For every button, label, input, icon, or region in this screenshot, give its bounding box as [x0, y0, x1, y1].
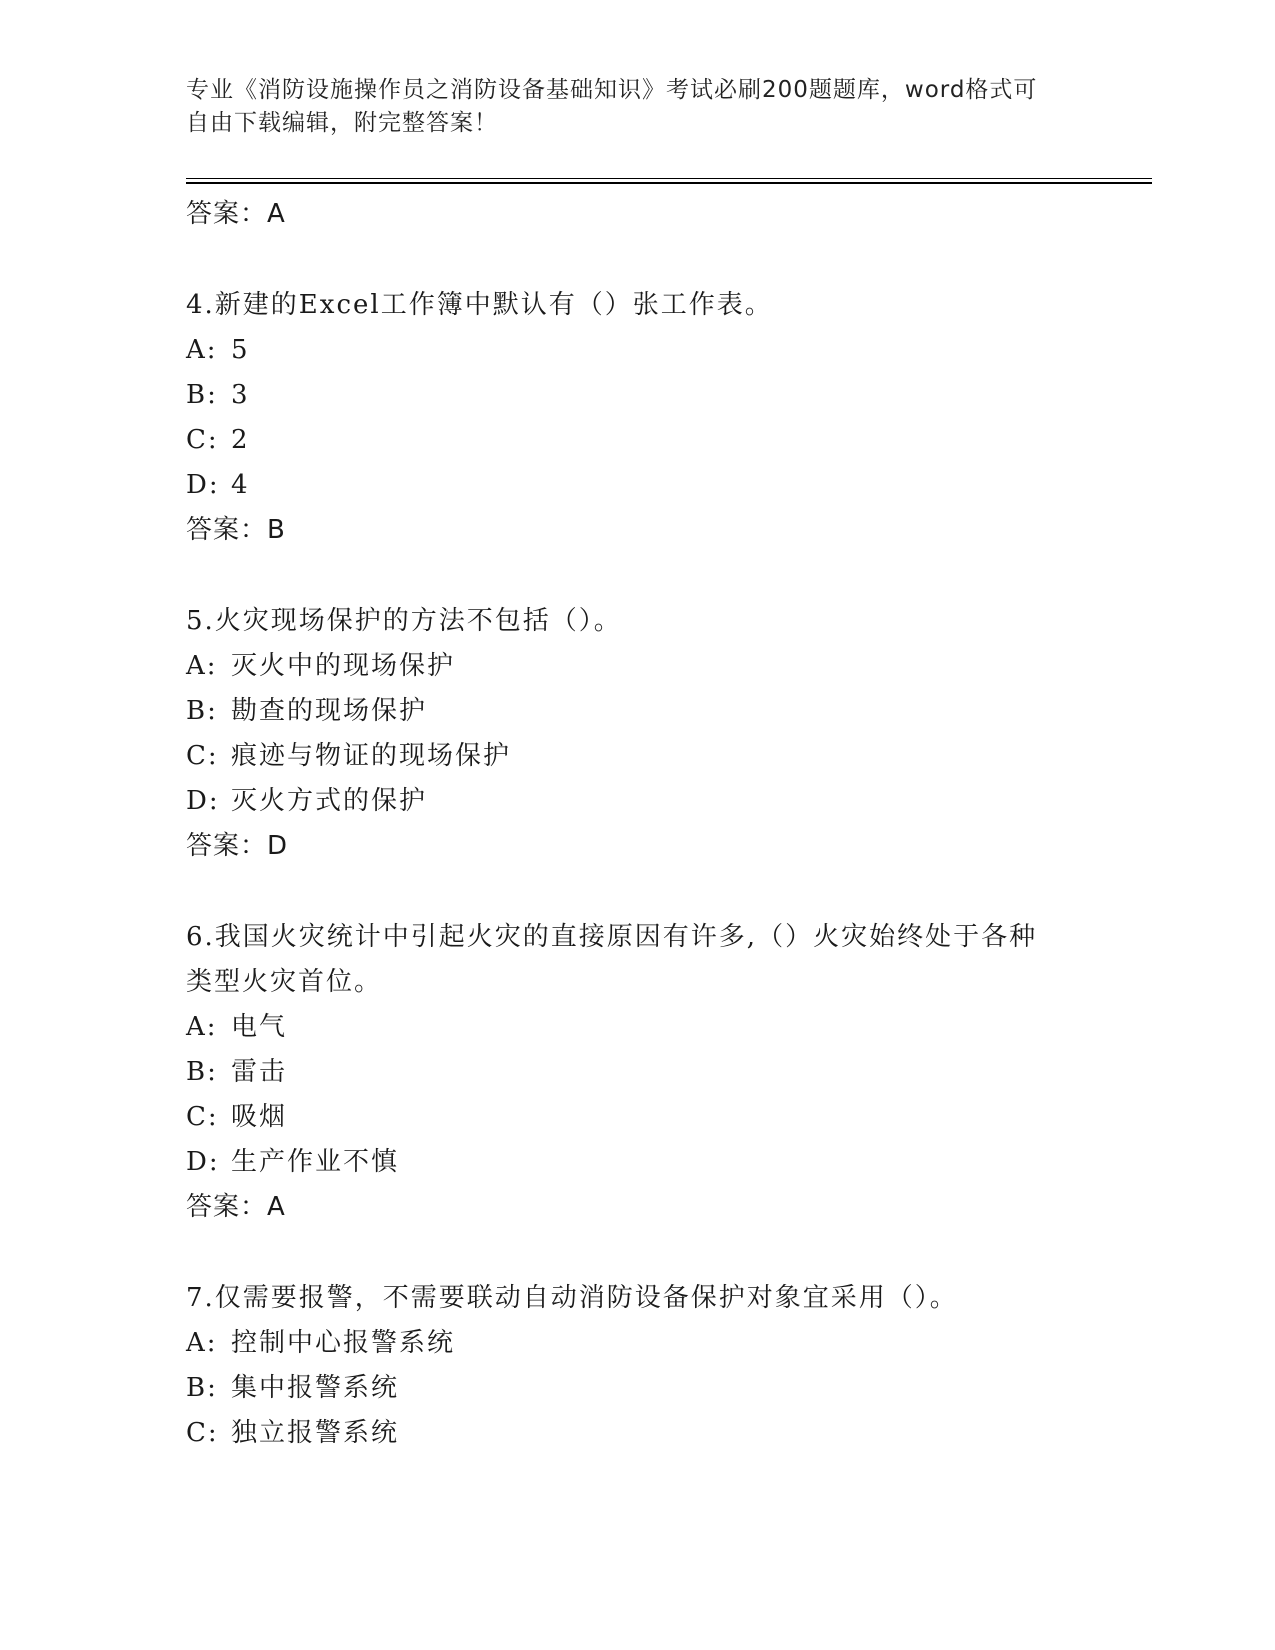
option-d [186, 779, 1086, 824]
question-text-line-1: 6.我国火灾统计中引起火灾的直接原因有许多,（）火灾始终处于各种 [186, 922, 1038, 952]
option-letter: D: [186, 786, 220, 816]
option-letter: D: [186, 1147, 220, 1177]
option-c [186, 1095, 1086, 1140]
option-c [186, 734, 1086, 779]
option-letter: C: [186, 1102, 219, 1132]
question-text: 7.仅需要报警，不需要联动自动消防设备保护对象宜采用（）。 [186, 1283, 958, 1313]
option-text: 勘查的现场保护 [231, 696, 428, 726]
question-list [186, 192, 1086, 1456]
answer: 答案：D [186, 831, 289, 861]
option-b [186, 1050, 1086, 1095]
option-letter: D: [186, 470, 220, 500]
option-letter: A: [186, 651, 218, 681]
option-letter: A: [186, 1328, 218, 1358]
option-text: 灭火中的现场保护 [231, 651, 456, 681]
question-6 [186, 915, 1086, 1230]
option-letter: A: [186, 1012, 218, 1042]
option-d [186, 1140, 1086, 1185]
option-letter: B: [186, 1373, 218, 1403]
option-text: 生产作业不慎 [231, 1147, 400, 1177]
question-4 [186, 283, 1086, 553]
option-text: 4 [231, 470, 250, 500]
question-7 [186, 1276, 1086, 1456]
header-line-2: 自由下载编辑，附完整答案！ [186, 110, 498, 136]
spacer [186, 1230, 1086, 1276]
answer: 答案：A [186, 1192, 286, 1222]
option-text: 雷击 [231, 1057, 288, 1087]
option-a [186, 1005, 1086, 1050]
option-text: 5 [231, 335, 250, 365]
option-text: 2 [231, 425, 250, 455]
option-letter: B: [186, 696, 218, 726]
option-letter: B: [186, 1057, 218, 1087]
spacer [186, 237, 1086, 283]
option-text: 集中报警系统 [231, 1373, 400, 1403]
option-letter: A: [186, 335, 218, 365]
option-letter: C: [186, 741, 219, 771]
header-rule-thin [186, 178, 1152, 179]
answer-previous: 答案：A [186, 199, 286, 229]
spacer [186, 553, 1086, 599]
option-text: 控制中心报警系统 [231, 1328, 456, 1358]
question-text: 4.新建的Excel工作簿中默认有（）张工作表。 [186, 290, 773, 320]
document-header [186, 74, 1066, 140]
option-b [186, 689, 1086, 734]
option-b [186, 1366, 1086, 1411]
option-text: 3 [231, 380, 250, 410]
answer: 答案：B [186, 515, 286, 545]
option-c [186, 418, 1086, 463]
option-a [186, 328, 1086, 373]
question-text-line-2: 类型火灾首位。 [186, 967, 383, 997]
option-c [186, 1411, 1086, 1456]
option-text: 痕迹与物证的现场保护 [231, 741, 512, 771]
option-letter: B: [186, 380, 218, 410]
option-a [186, 644, 1086, 689]
option-b [186, 373, 1086, 418]
spacer [186, 869, 1086, 915]
question-text: 5.火灾现场保护的方法不包括（）。 [186, 606, 622, 636]
option-text: 吸烟 [231, 1102, 288, 1132]
option-text: 灭火方式的保护 [231, 786, 428, 816]
option-letter: C: [186, 1418, 219, 1448]
question-5 [186, 599, 1086, 869]
option-text: 电气 [231, 1012, 288, 1042]
option-a [186, 1321, 1086, 1366]
option-text: 独立报警系统 [231, 1418, 400, 1448]
header-line-1: 专业《消防设施操作员之消防设备基础知识》考试必刷200题题库，word格式可 [186, 77, 1038, 103]
option-letter: C: [186, 425, 219, 455]
option-d [186, 463, 1086, 508]
header-rule-thick [186, 182, 1152, 184]
